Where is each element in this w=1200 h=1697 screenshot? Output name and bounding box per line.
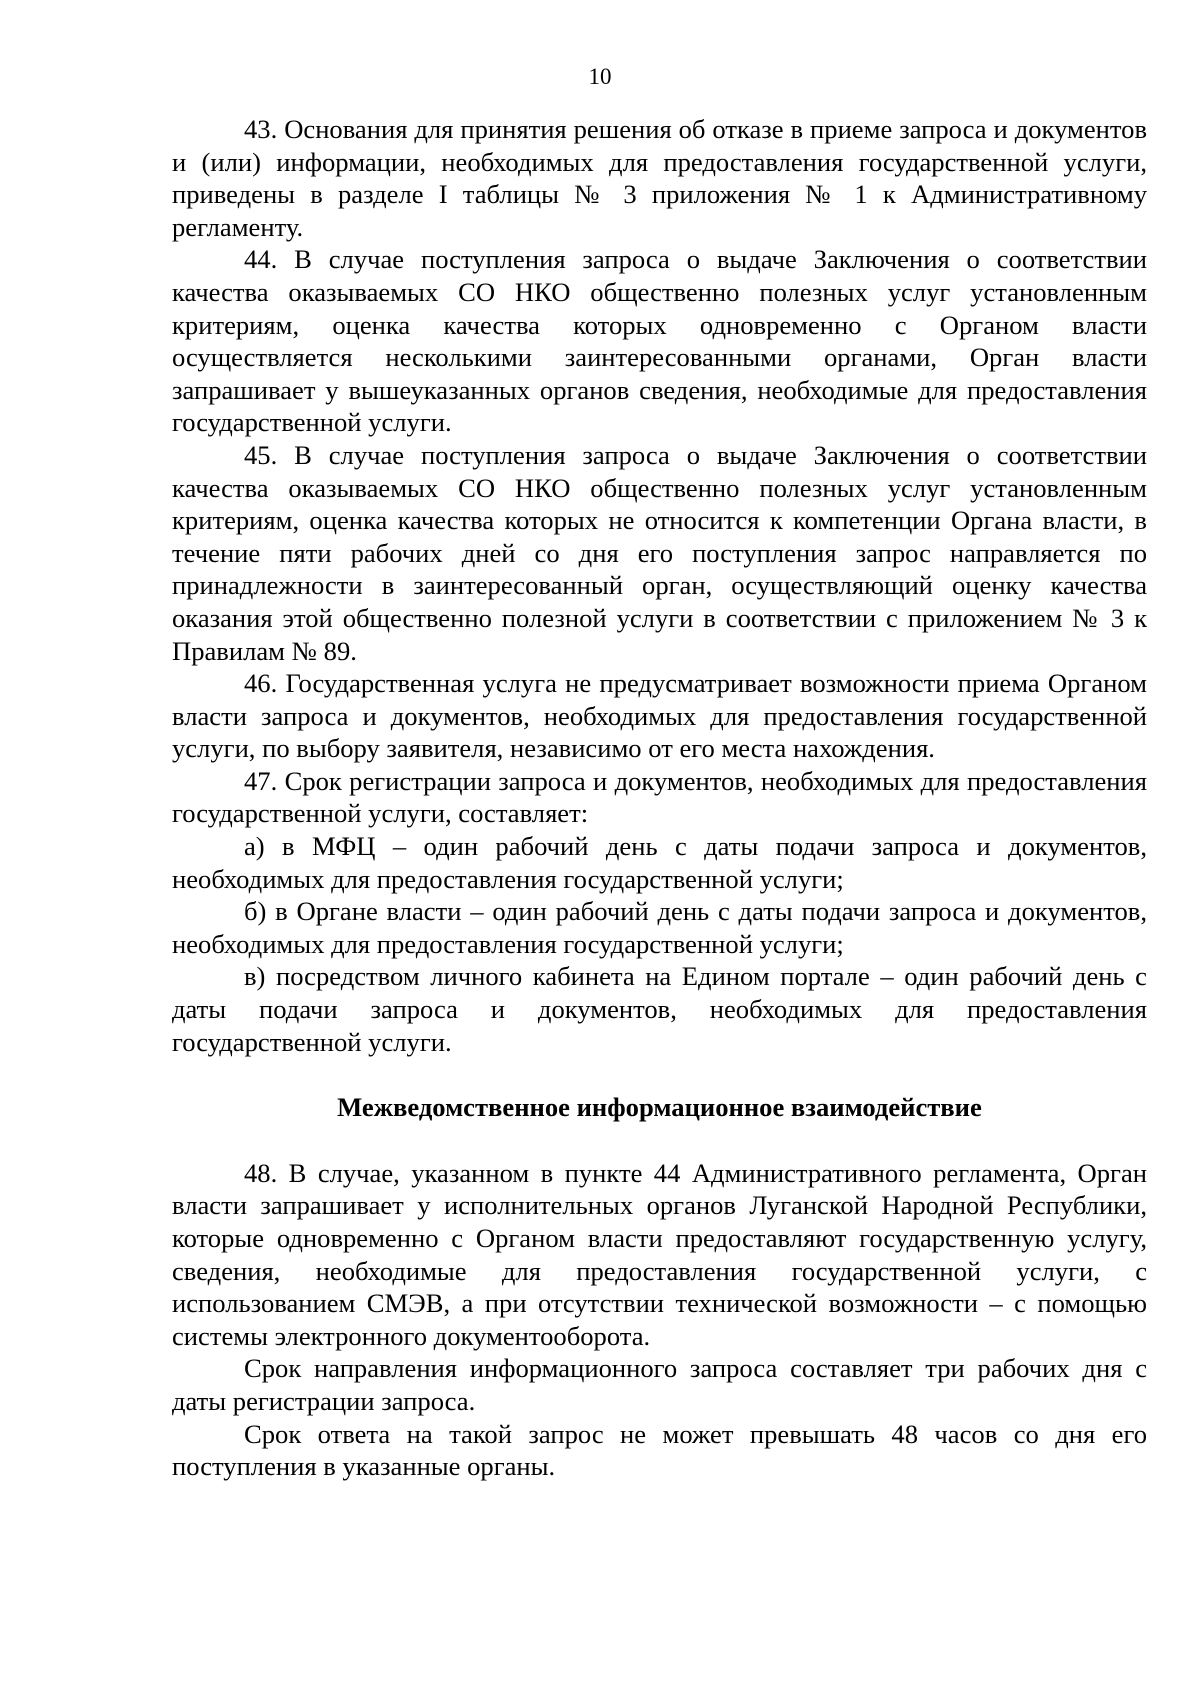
paragraph-47-b: б) в Органе власти – один рабочий день с даты подачи запроса и документов, необходимых для предоставления государственной услуги; — [172, 896, 1147, 959]
paragraph-43: 43. Основания для принятия решения об отказе в приеме запроса и документов и (или) информации, необходимых для предоставления государственной услуги, приведены в разделе I таблицы № 3 приложения № 1 к Административному регламенту. — [172, 114, 1147, 242]
paragraph-47: 47. Срок регистрации запроса и документов, необходимых для предоставления государственной услуги, составляет: — [172, 765, 1147, 829]
paragraph-48: 48. В случае, указанном в пункте 44 Административного регламента, Орган власти запрашивает у исполнительных органов Луганской Народной Республики, которые одновременно с Органом власти предоставляют государственную услугу, сведения, необходимые для предоставления государственной услуги, с использованием СМЭВ, а при отсутствии технической возможности – с помощью системы электронного документооборота. — [172, 1157, 1147, 1351]
page-number: 10 — [588, 64, 612, 89]
paragraph-47-a: а) в МФЦ – один рабочий день с даты подачи запроса и документов, необходимых для предоставления государственной услуги; — [172, 831, 1147, 894]
paragraph-44: 44. В случае поступления запроса о выдаче Заключения о соответствии качества оказываемых СО НКО общественно полезных услуг установленным критериям, оценка качества которых одновременно с Органом власти осуществляется несколькими заинтересованными органами, Орган власти запрашивает у вышеуказанных органов сведения, необходимые для предоставления государственной услуги. — [172, 244, 1147, 438]
document-body — [172, 113, 1147, 1483]
section-heading: Межведомственное информационное взаимодействие — [337, 1092, 982, 1123]
paragraph-45: 45. В случае поступления запроса о выдаче Заключения о соответствии качества оказываемых СО НКО общественно полезных услуг установленным критериям, оценка качества которых не относится к компетенции Органа власти, в течение пяти рабочих дней со дня его поступления запрос направляется по принадлежности в заинтересованный орган, осуществляющий оценку качества оказания этой общественно полезной услуги в соответствии с приложением № 3 к Правилам № 89. — [172, 439, 1147, 666]
paragraph-47-c: в) посредством личного кабинета на Едином портале – один рабочий день с даты подачи запроса и документов, необходимых для предоставления государственной услуги. — [172, 961, 1147, 1057]
paragraph-response-deadline: Срок ответа на такой запрос не может превышать 48 часов со дня его поступления в указанные органы. — [172, 1418, 1147, 1482]
paragraph-request-deadline: Срок направления информационного запроса составляет три рабочих дня с даты регистрации запроса. — [172, 1353, 1147, 1416]
paragraph-46: 46. Государственная услуга не предусматривает возможности приема Органом власти запроса и документов, необходимых для предоставления государственной услуги, по выбору заявителя, независимо от его места нахождения. — [172, 668, 1147, 764]
